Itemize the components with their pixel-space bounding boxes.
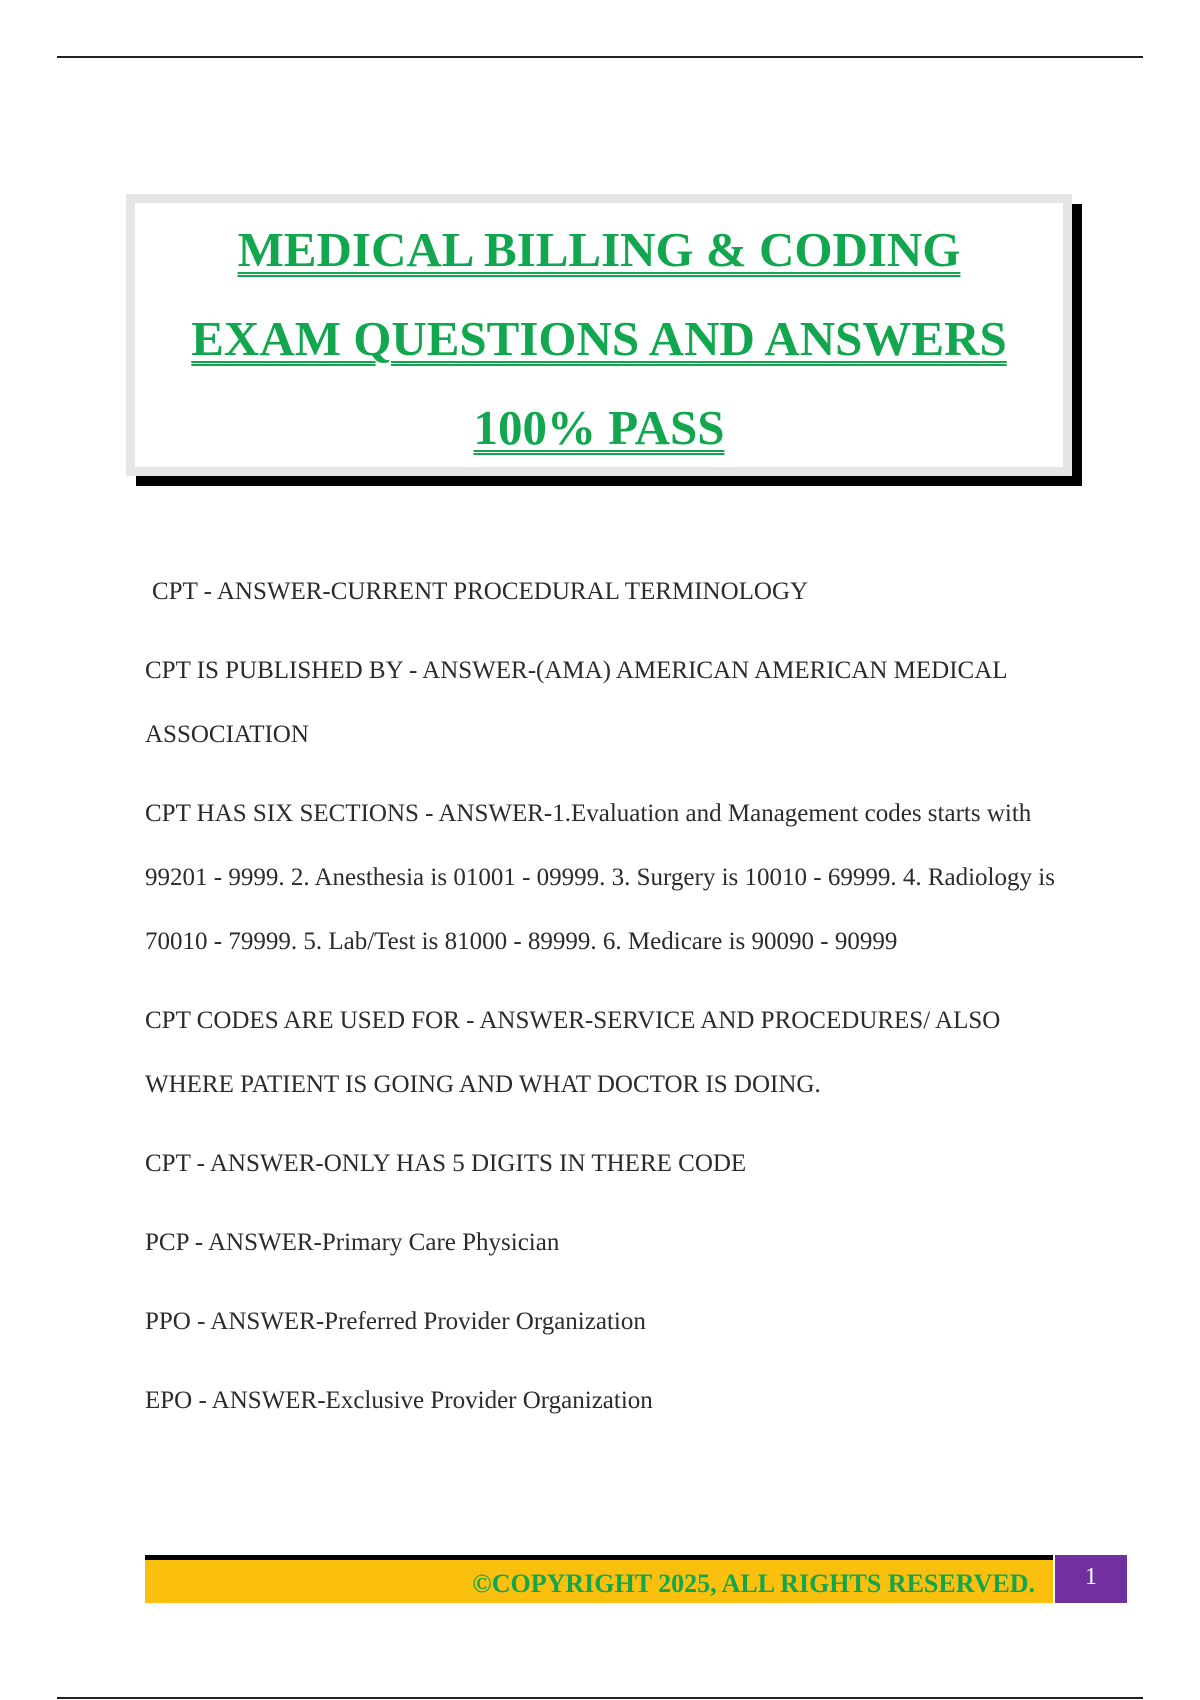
qa-item: PPO - ANSWER-Preferred Provider Organization xyxy=(145,1308,646,1335)
page-number: 1 xyxy=(1055,1555,1127,1603)
qa-item: CPT CODES ARE USED FOR - ANSWER-SERVICE AND PROCEDURES/ ALSO WHERE PATIENT IS GOING AND WHAT DOCTOR IS DOING. xyxy=(145,1007,1001,1098)
qa-item: CPT IS PUBLISHED BY - ANSWER-(AMA) AMERICAN AMERICAN MEDICAL ASSOCIATION xyxy=(145,657,1007,748)
qa-item: PCP - ANSWER-Primary Care Physician xyxy=(145,1229,560,1256)
qa-item: CPT HAS SIX SECTIONS - ANSWER-1.Evaluation and Management codes starts with 99201 - 9999. 2. Anesthesia is 01001 - 09999. 3. Surgery is 10010 - 69999. 4. Radiology is 70010 - 79999. 5. Lab/Test is 81000 - 89999. 6. Medicare is 90090 - 90999 xyxy=(145,800,1055,955)
qa-item: EPO - ANSWER-Exclusive Provider Organization xyxy=(145,1387,653,1414)
document-title xyxy=(135,205,1063,472)
qa-item: CPT - ANSWER-CURRENT PROCEDURAL TERMINOLOGY xyxy=(152,578,809,605)
copyright-notice: ©COPYRIGHT 2025, ALL RIGHTS RESERVED. xyxy=(472,1569,1035,1598)
title-line-2: EXAM QUESTIONS AND ANSWERS xyxy=(191,311,1007,366)
footer-bar xyxy=(145,1555,1053,1603)
top-rule xyxy=(57,56,1143,58)
qa-list xyxy=(145,560,1060,1448)
bottom-rule xyxy=(57,1697,1143,1699)
title-line-1: MEDICAL BILLING & CODING xyxy=(237,222,961,277)
qa-item: CPT - ANSWER-ONLY HAS 5 DIGITS IN THERE CODE xyxy=(145,1150,747,1177)
title-box xyxy=(126,194,1072,476)
title-line-3: 100% PASS xyxy=(473,400,725,455)
